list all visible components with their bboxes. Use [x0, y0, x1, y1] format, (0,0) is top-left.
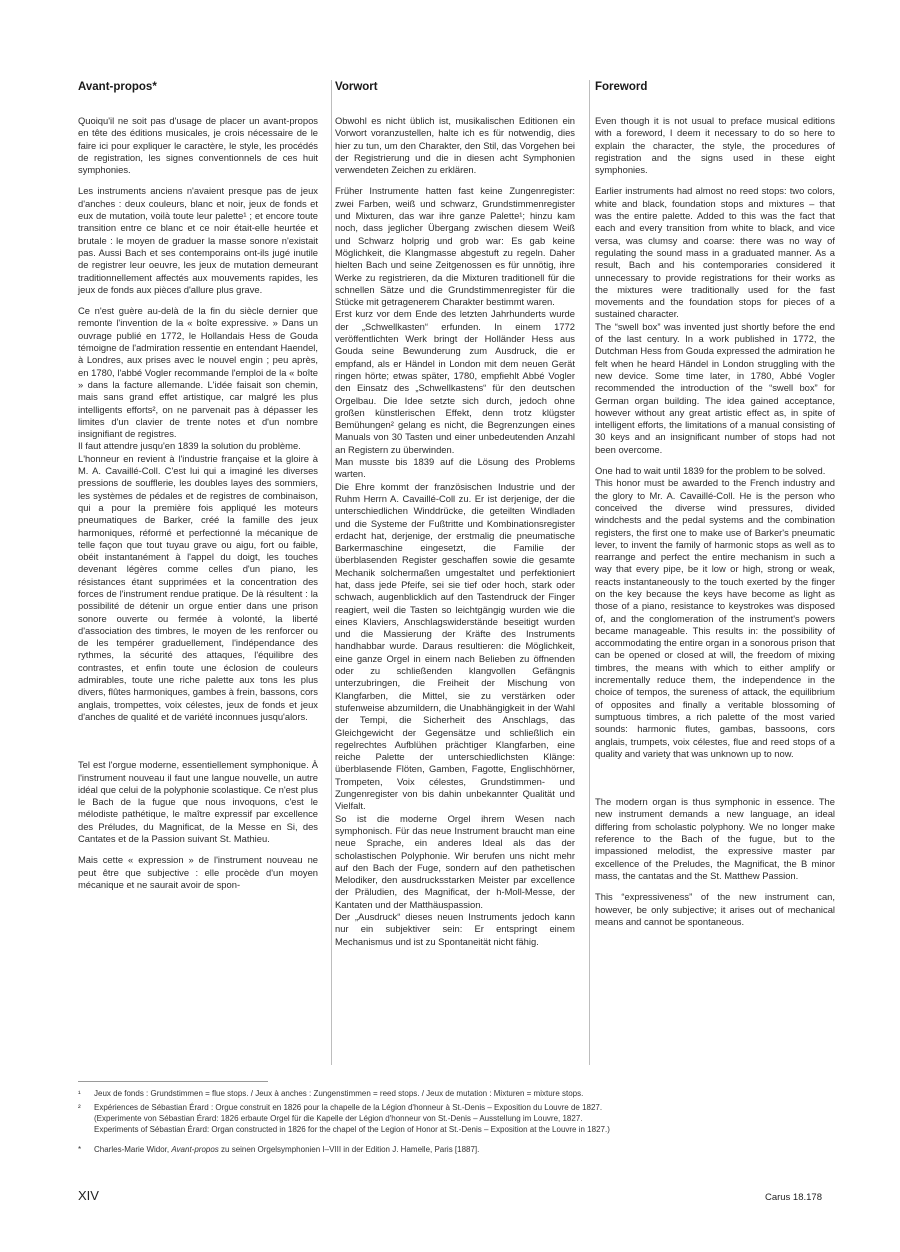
footnote-star-pre: Charles-Marie Widor, [94, 1145, 172, 1154]
column-divider-1 [331, 80, 332, 1065]
english-paragraph-6: The modern organ is thus symphonic in essence. The new instrument demands a new language, an ideal differing from scholastic polyphony. We no longer make reference to the Bach of the fugue, but to the impassioned melodist, the expressive master par excellence of the Preludes, the Magnificat, the B minor mass, the cantatas and the St. Matthew Passion. [595, 796, 835, 881]
footnote-star-post: zu seinen Orgelsymphonien I–VIII in der Edition J. Hamelle, Paris [1887]. [218, 1145, 480, 1154]
german-title: Vorwort [335, 81, 378, 93]
french-paragraph-1: Quoiqu'il ne soit pas d'usage de placer un avant-propos en tête des éditions musicales, je crois nécessaire de le faire ici pour expliquer le caractère, le style, les procédés de registration, les signes conventionnels de ces huit symphonies. [78, 115, 318, 176]
page-number: XIV [78, 1188, 99, 1203]
footnote-2-german: (Experimente von Sébastian Érard: 1826 erbaute Orgel für die Kapelle der Légion d'honneur von St.-Denis – Ausstellung im Louvre, 1827. [94, 1114, 583, 1123]
footnote-1-text: Jeux de fonds : Grundstimmen = flue stops. / Jeux à anches : Zungenstimmen = reed stops. / Jeux de mutation : Mixturen = mixture stops. [94, 1089, 584, 1098]
footnote-2-number: ² [78, 1103, 81, 1112]
footnote-2-english: Experiments of Sébastian Érard: Organ constructed in 1826 for the chapel of the Legion of Honor at St.-Denis – Exposition at the Louvre in 1827.) [94, 1125, 610, 1134]
footnote-star [78, 1144, 838, 1155]
footnote-2-french: Expériences de Sébastian Érard : Orgue construit en 1826 pour la chapelle de la Légion d'honneur à St.-Denis – Exposition du Louvre de 1827. [94, 1103, 603, 1112]
german-paragraph-1: Obwohl es nicht üblich ist, musikalischen Editionen ein Vorwort voranzustellen, halte ich es für notwendig, dies hier zu tun, um den Charakter, den Stil, das Vorgehen bei der Registrierung und die in diesen acht Symphonien verwendeten Zeichen zu erklären. [335, 115, 575, 176]
german-paragraph-7: Der „Ausdruck“ dieses neuen Instruments jedoch kann nur ein subjektiver sein: Er entspringt einem Mechanismus und ist zu Spontaneität nicht fähig. [335, 911, 575, 947]
english-paragraph-3: The “swell box” was invented just shortly before the end of the last century. In a work published in 1772, the Dutchman Hess from Gouda expressed the admiration he felt when he heard Händel in London struggling with the new device. Some time later, in 1780, Abbé Vogler recommended the introduction of the “swell box” for German organ building. The idea gained acceptance, however without any great artistic effect as, in spite of intelligent efforts, the limitations of a manual consisting of 30 keys and an insignificant number of stops had not been overcome. [595, 320, 835, 455]
column-german [335, 80, 575, 948]
french-paragraph-6: Tel est l'orgue moderne, essentiellement symphonique. À l'instrument nouveau il faut une langue nouvelle, un autre idéal que celui de la polyphonie scolastique. Ce n'est plus le Bach de la fugue que nous invoquons, c'est le mélodiste pathétique, le maître expressif par excellence des Préludes, du Magnificat, de la Messe en Si, des Cantates et de la Passion suivant St. Mathieu. [78, 759, 318, 845]
french-paragraph-4: Il faut attendre jusqu'en 1839 la solution du problème. [78, 440, 301, 452]
footnote-2 [78, 1102, 838, 1135]
french-paragraph-2: Les instruments anciens n'avaient presque pas de jeux d'anches : deux couleurs, blanc et noir, jeux de fonds et eux de mutation, voilà toute leur palette¹ ; et encore toute transition entre ce blanc et ce noir était-elle heurtée et brutale : le moyen de graduer la masse sonore n'existait pas. Aussi Bach et ses contemporains ont-ils jugé inutile de registrer leur oeuvre, les jeux de mutation demeurant traditionnellement affectés aux mouvements rapides, les jeux de fonds aux pièces d'allure plus grave. [78, 185, 318, 295]
french-paragraph-5: L'honneur en revient à l'industrie française et la gloire à M. A. Cavaillé-Coll. C'est lui qui a imaginé les diverses pressions de soufflerie, les doubles layes des sommiers, les systèmes de pédales et de registres de combinaison, qui a pour la première fois appliqué les moteurs pneumatiques de Barker, créé la famille des jeux harmoniques, réformé et perfectionné la mécanique de telle façon que tout tuyau grave ou aigu, fort ou faible, obéit instantanément à l'appel du doigt, les touches devenant légères comme celles d'un piano, les résistances étant supprimées et la concentration des forces de l'instrument rendue pratique. De là résultent : la possibilité de détenir un orgue entier dans une prison sonore ouverte ou fermée à volonté, la liberté d'association des timbres, le moyen de les renforcer ou de les tempérer graduellement, l'indépendance des rythmes, la sécurité des attaques, l'équilibre des contrastes, et enfin toute une éclosion de couleurs admirables, toute une riche palette aux tons les plus divers, flûtes harmoniques, gambes à frein, bassons, cors anglais, trompettes, voix célestes, jeux de fonds et jeux d'anches de qualité et de variété inconnues jusqu'alors. [78, 452, 318, 722]
english-paragraph-4: One had to wait until 1839 for the problem to be solved. [595, 465, 826, 477]
footnote-star-title: Avant-propos [171, 1145, 219, 1154]
english-title: Foreword [595, 81, 648, 93]
english-paragraph-7: This “expressiveness” of the new instrument can, however, be only subjective; it arises out of mechanical means and cannot be spontaneous. [595, 891, 835, 927]
german-paragraph-4: Man musste bis 1839 auf die Lösung des Problems warten. [335, 456, 575, 480]
german-paragraph-5: Die Ehre kommt der französischen Industrie und der Ruhm Herrn A. Cavaillé-Coll zu. Er ist derjenige, der die unterschiedlichen Winddrücke, die geteilten Windladen und die Systeme der Fußtritte und Kombinationsregister erdacht hat, derjenige, der erstmalig die pneumatische Barkermaschine eingesetzt, die Familie der überblasenden Register geschaffen sowie die gesamte Mechanik solchermaßen umgestaltet und perfektioniert hat, dass jede Pfeife, sei sie tief oder hoch, stark oder schwach, augenblicklich auf den Tastendruck der Finger reagiert, weil die Tasten so leichtgängig wurden wie die eines Klaviers, Anschlagswiderstände beseitigt wurden und die Massierung der Kräfte des Instruments handhabbar wurde. Daraus resultieren: die Möglichkeit, eine ganze Orgel in einem nach Belieben zu öffnenden oder zu schließenden klangvollen Gefängnis unterzubringen, die Freiheit der Mischung von Klangfarben, die Mittel, sie zu verstärken oder stufenweise abzumildern, die Unabhängigkeit in der Wahl der Tempi, die Sicherheit des Anschlags, das Gleichgewicht der Gegensätze und schließlich ein regelrechtes Aufblühen prächtiger Klangfarben, eine reiche Palette der unterschiedlichsten Klänge: überblasende Flöten, Gamben, Fagotte, Englischhörner, Trompeten, Voix célestes, Grundstimmen- und Zungenregister von bis dahin unbekannter Qualität und Vielfalt. [335, 480, 575, 812]
french-title: Avant-propos* [78, 81, 157, 93]
footnote-rule [78, 1081, 268, 1082]
french-paragraph-7: Mais cette « expression » de l'instrument nouveau ne peut être que subjective : elle procède d'un moyen mécanique et ne saurait avoir de spon- [78, 854, 318, 890]
french-paragraph-3: Ce n'est guère au-delà de la fin du siècle dernier que remonte l'invention de la « boîte expressive. » Dans un ouvrage publié en 1772, le Hollandais Hess de Gouda témoigne de l'admiration ressentie en entendant Haendel, à Londres, aux prises avec le nouvel engin ; peu après, en 1780, l'abbé Vogler recommande l'emploi de la « boîte » dans la facture allemande. L'idée faisait son chemin, mais sans grand effet artistique, car malgré les plus intelligents efforts², on ne parvenait pas à dépasser les limites d'un clavier de trente notes et d'un nombre insignifiant de registres. [78, 305, 318, 440]
column-divider-2 [589, 80, 590, 1065]
german-paragraph-3: Erst kurz vor dem Ende des letzten Jahrhunderts wurde der „Schwellkasten“ erfunden. In einem 1772 veröffentlichten Werk bringt der Holländer Hess aus Gouda seine Bewunderung zum Ausdruck, die er empfand, als er Händel in London mit dem neuen Gerät ringen hörte; etwas später, 1780, empfiehlt Abbé Vogler den Einsatz des „Schwellkastens“ für den deutschen Orgelbau. Die Idee setzte sich durch, jedoch ohne großen künstlerischen Effekt, denn trotz klügster Bemühungen² gelang es nicht, die Begrenzungen eines Manuals von 30 Tasten und einer unbedeutenden Anzahl an Registern zu überwinden. [335, 308, 575, 455]
english-paragraph-2: Earlier instruments had almost no reed stops: two colors, white and black, foundation stops and mixtures – that was the entire palette. Added to this was the fact that each and every transition from white to black, and vice versa, was clumsy and coarse: there was no way of regulating the sound mass in a graduated manner. As a result, Bach and his contemporaries considered it unnecessary to provide registrations for their works as the mixtures were traditionally used for the fast movements and the foundation stops for pieces of a sustained character. [595, 185, 835, 320]
english-paragraph-1: Even though it is not usual to preface musical editions with a foreword, I deem it necessary to do so here to explain the character, the style, the procedures of registration and the signs used in these eight symphonies. [595, 115, 835, 176]
german-paragraph-6: So ist die moderne Orgel ihrem Wesen nach symphonisch. Für das neue Instrument braucht man eine neue Sprache, ein anderes Ideal als das der scholastischen Polyphonie. Wir berufen uns nicht mehr auf den Bach der Fuge, sondern auf den pathetischen Melodiker, den ausdrucksstarken Meister par excellence der Präludien, des Magnificat, der h-Moll-Messe, der Kantaten und der Matthäuspassion. [335, 812, 575, 910]
footnote-star-mark: * [78, 1145, 82, 1154]
german-paragraph-2: Früher Instrumente hatten fast keine Zungenregister: zwei Farben, weiß und schwarz, Grundstimmenregister und Mixturen, das war ihre ganze Palette¹; hinzu kam noch, dass jeglicher Übergang zwischen diesem Weiß und Schwarz holprig und grob war: Es gab keine Möglichkeit, die Klangmasse abgestuft zu regeln. Daher hielten Bach und seine Zeitgenossen es für unnötig, ihre Werke zu registrieren, da die Mixturen traditionell für die schnellen Sätze und die Grundstimmenregister für die Stücke mit getragenerem Charakter bestimmt waren. [335, 185, 575, 308]
footnote-1 [78, 1088, 838, 1099]
english-paragraph-5: This honor must be awarded to the French industry and the glory to Mr. A. Cavaillé-Coll. He is the person who conceived the diverse wind pressures, divided windchests and the pedal systems and the combination registers, the first one to make use of Barker's pneumatic lever, to invent the family of harmonic stops as well as to rearrange and perfect the entire mechanism in such a way that every pipe, be it low or high, strong or weak, reacts instantaneously to the touch exerted by the finger on the key because the keys have become as light as those of a piano, resistance to keystrokes was disposed of, and the conglomeration of the instrument's powers became manageable. This results in: the possibility of accommodating the entire organ in a sonorous prison that can be opened or closed at will, the freedom of mixing timbres, the means with which to either amplify or incrementally reduce them, the independence in the choice of tempos, the sureness of attack, the equilibrium of opposites and finally a veritable blossoming of sumptuous timbres, a rich palette of the most varied sounds: harmonic flutes, gambas, bassoons, cors anglais, trumpets, voix célestes, flue and reed stops of a quality and variety that was unknown up to now. [595, 477, 835, 759]
footnote-1-number: ¹ [78, 1089, 81, 1098]
column-english [595, 80, 835, 928]
catalog-number: Carus 18.178 [764, 1192, 822, 1203]
column-french [78, 80, 318, 891]
